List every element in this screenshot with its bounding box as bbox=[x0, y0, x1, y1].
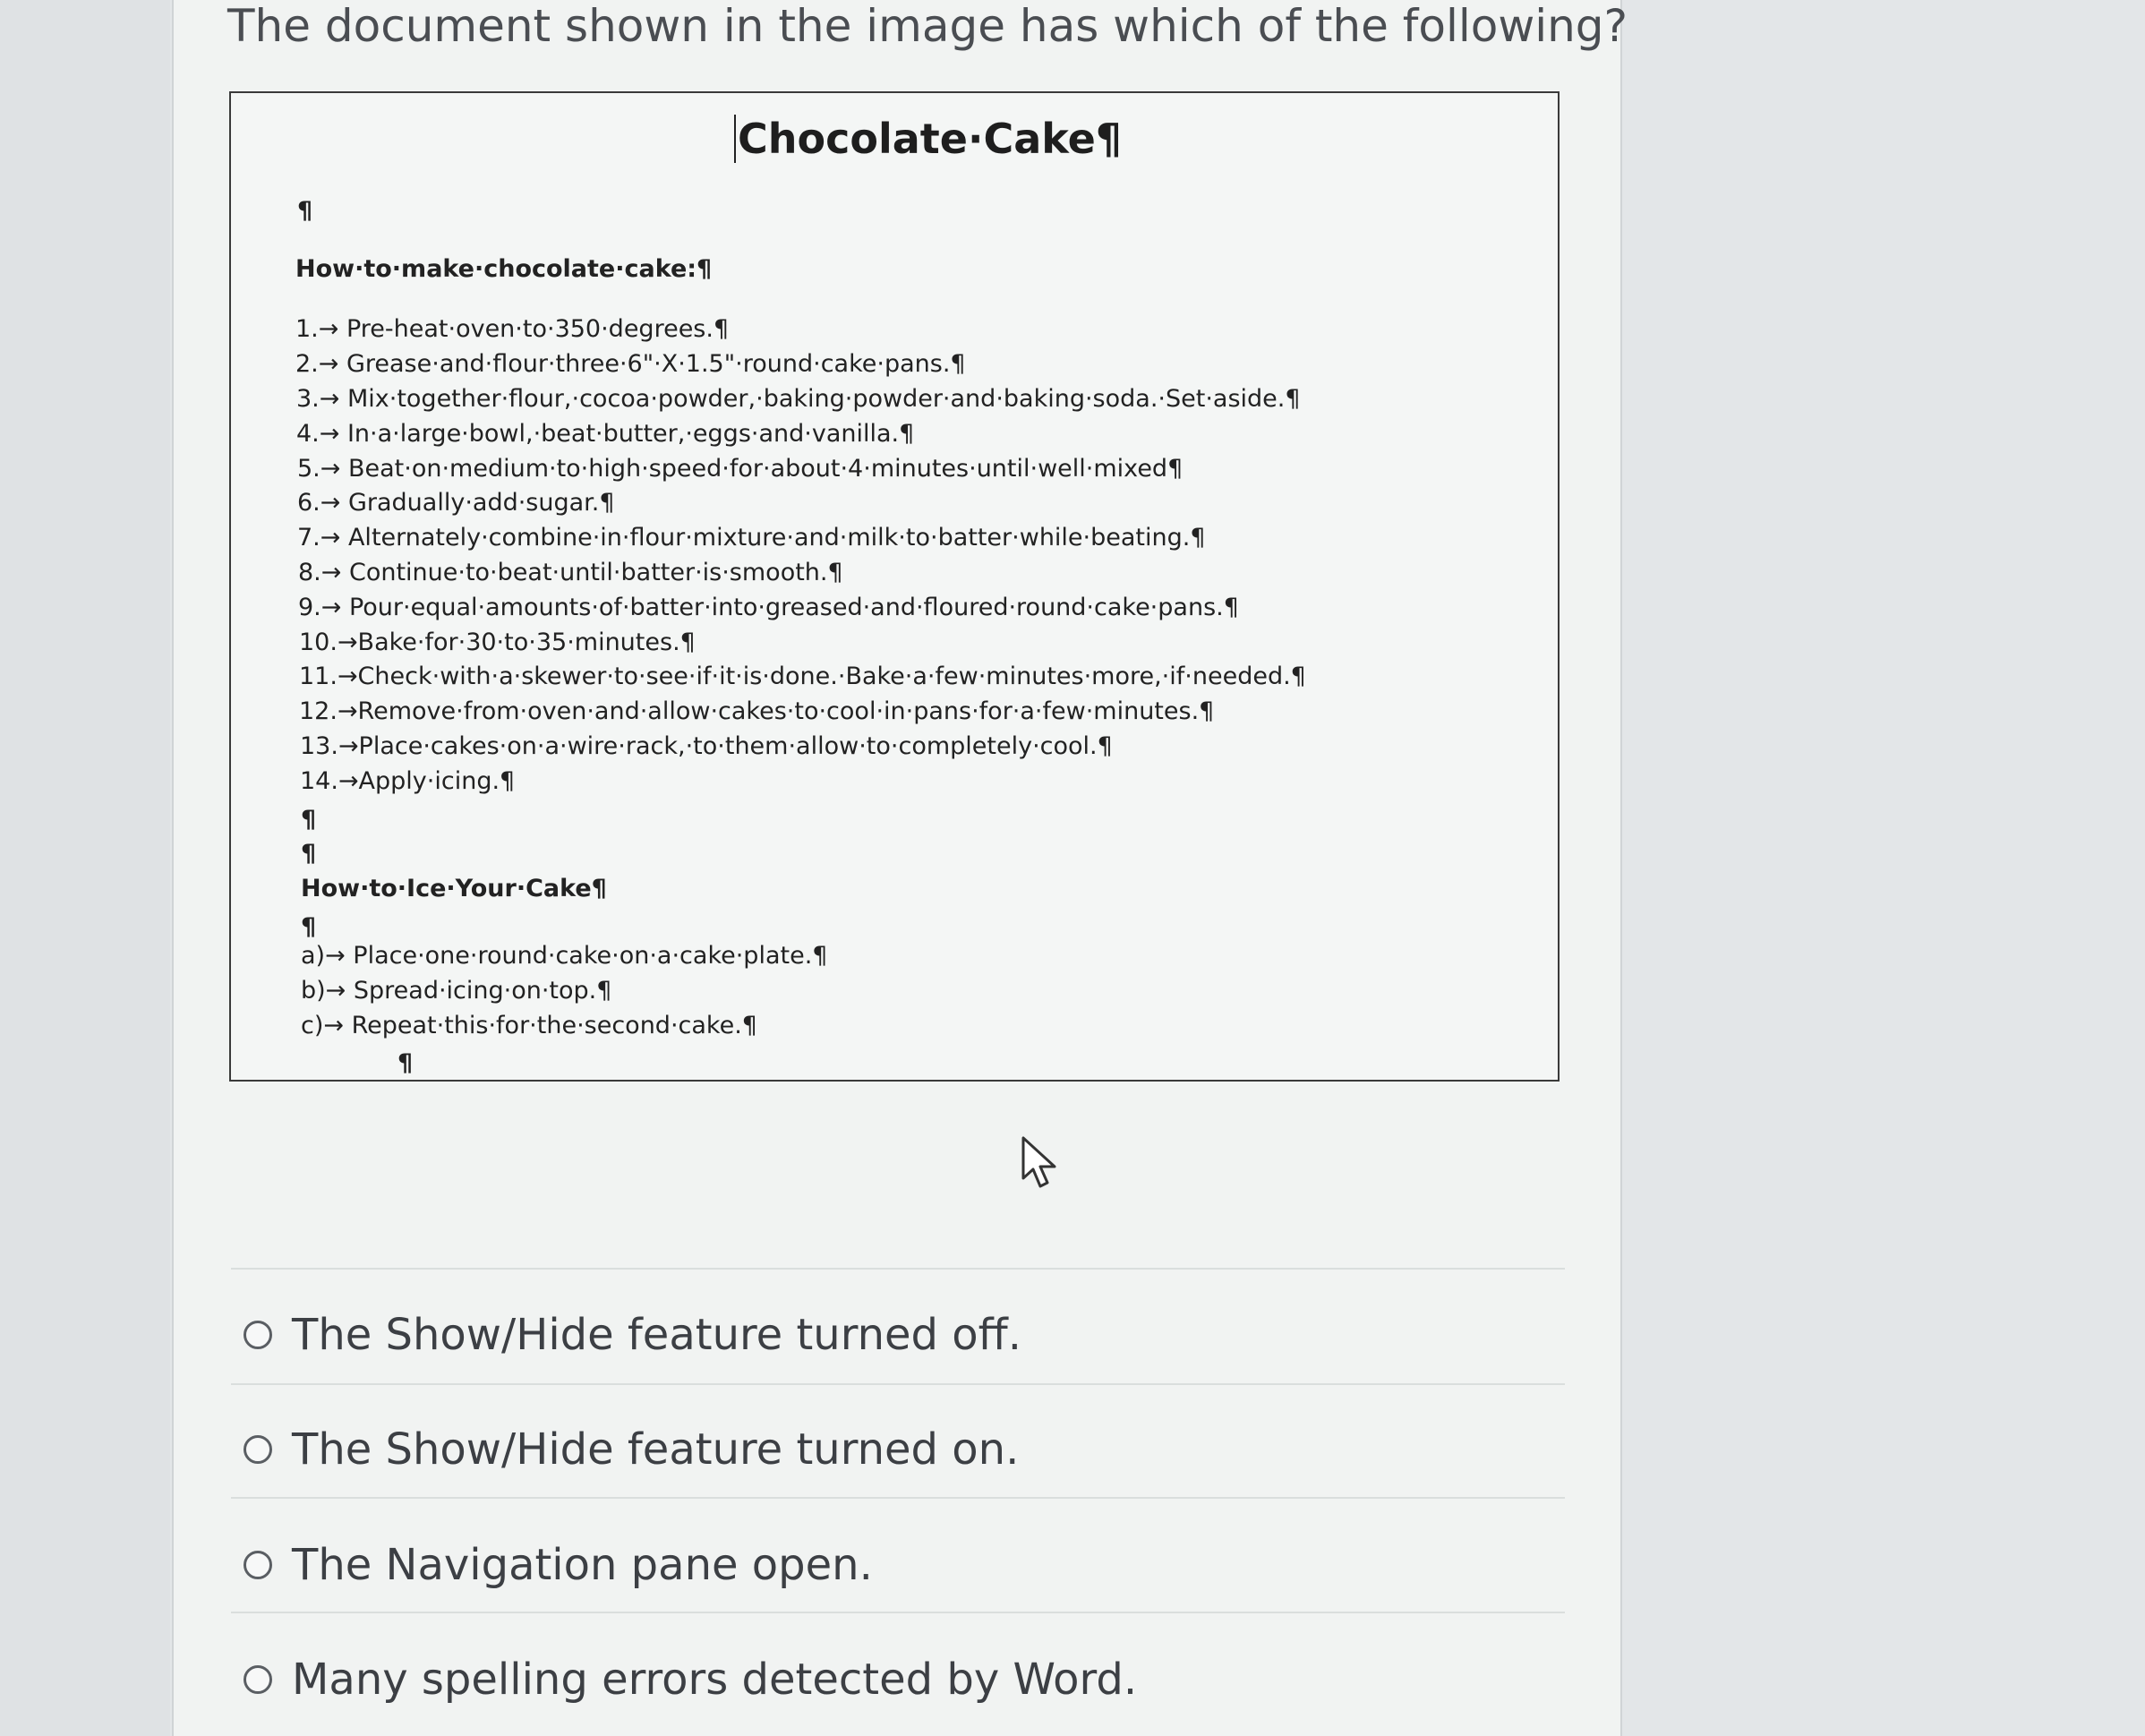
option-label: Many spelling errors detected by Word. bbox=[292, 1655, 1138, 1705]
step-14: 14.→Apply·icing.¶ bbox=[300, 767, 516, 795]
option-show-hide-off[interactable] bbox=[244, 1310, 1021, 1360]
radio-button[interactable] bbox=[244, 1321, 272, 1349]
question-prompt: The document shown in the image has which of the following? bbox=[227, 0, 1628, 52]
step-2: 2.→ Grease·and·flour·three·6"·X·1.5"·round·cake·pans.¶ bbox=[295, 350, 966, 378]
option-label: The Show/Hide feature turned on. bbox=[292, 1424, 1020, 1475]
mouse-pointer-icon bbox=[1021, 1135, 1060, 1191]
option-label: The Navigation pane open. bbox=[292, 1540, 873, 1590]
step-11: 11.→Check·with·a·skewer·to·see·if·it·is·done.·Bake·a·few·minutes·more,·if·needed.¶ bbox=[299, 663, 1306, 690]
empty-paragraph-mark: ¶ bbox=[397, 1049, 414, 1077]
document-title: Chocolate·Cake¶ bbox=[734, 115, 1122, 163]
step-10: 10.→Bake·for·30·to·35·minutes.¶ bbox=[299, 629, 696, 656]
step-3: 3.→ Mix·together·flour,·cocoa·powder,·baking·powder·and·baking·soda.·Set·aside.¶ bbox=[296, 385, 1301, 413]
step-13: 13.→Place·cakes·on·a·wire·rack,·to·them·allow·to·completely·cool.¶ bbox=[300, 732, 1113, 760]
step-4: 4.→ In·a·large·bowl,·beat·butter,·eggs·and·vanilla.¶ bbox=[296, 420, 915, 448]
option-navigation-pane[interactable] bbox=[244, 1540, 873, 1590]
document-screenshot bbox=[229, 91, 1560, 1082]
step-8: 8.→ Continue·to·beat·until·batter·is·smooth.¶ bbox=[298, 559, 843, 586]
page-margin bbox=[0, 0, 170, 1736]
step-5: 5.→ Beat·on·medium·to·high·speed·for·about·4·minutes·until·well·mixed¶ bbox=[297, 455, 1184, 483]
ice-step-c: c)→ Repeat·this·for·the·second·cake.¶ bbox=[301, 1012, 757, 1039]
step-9: 9.→ Pour·equal·amounts·of·batter·into·greased·and·floured·round·cake·pans.¶ bbox=[298, 594, 1239, 621]
option-divider bbox=[231, 1268, 1565, 1270]
empty-paragraph-mark: ¶ bbox=[297, 197, 313, 225]
radio-button[interactable] bbox=[244, 1665, 272, 1694]
radio-button[interactable] bbox=[244, 1551, 272, 1579]
heading-how-to-ice: How·to·Ice·Your·Cake¶ bbox=[301, 875, 607, 902]
ice-step-b: b)→ Spread·icing·on·top.¶ bbox=[301, 977, 612, 1005]
step-12: 12.→Remove·from·oven·and·allow·cakes·to·cool·in·pans·for·a·few·minutes.¶ bbox=[299, 697, 1215, 725]
step-7: 7.→ Alternately·combine·in·flour·mixture·and·milk·to·batter·while·beating.¶ bbox=[297, 524, 1206, 552]
empty-paragraph-mark: ¶ bbox=[301, 840, 317, 868]
option-label: The Show/Hide feature turned off. bbox=[292, 1310, 1021, 1360]
step-1: 1.→ Pre-heat·oven·to·350·degrees.¶ bbox=[295, 315, 730, 343]
step-6: 6.→ Gradually·add·sugar.¶ bbox=[297, 489, 615, 517]
empty-paragraph-mark: ¶ bbox=[301, 806, 317, 834]
ice-step-a: a)→ Place·one·round·cake·on·a·cake·plate.¶ bbox=[301, 942, 828, 970]
option-divider bbox=[231, 1497, 1565, 1499]
option-show-hide-on[interactable] bbox=[244, 1424, 1019, 1475]
empty-paragraph-mark: ¶ bbox=[301, 913, 317, 941]
option-spelling-errors[interactable] bbox=[244, 1655, 1137, 1705]
option-divider bbox=[231, 1612, 1565, 1613]
option-divider bbox=[231, 1383, 1565, 1385]
radio-button[interactable] bbox=[244, 1435, 272, 1464]
heading-how-to-make: How·to·make·chocolate·cake:¶ bbox=[295, 255, 713, 283]
